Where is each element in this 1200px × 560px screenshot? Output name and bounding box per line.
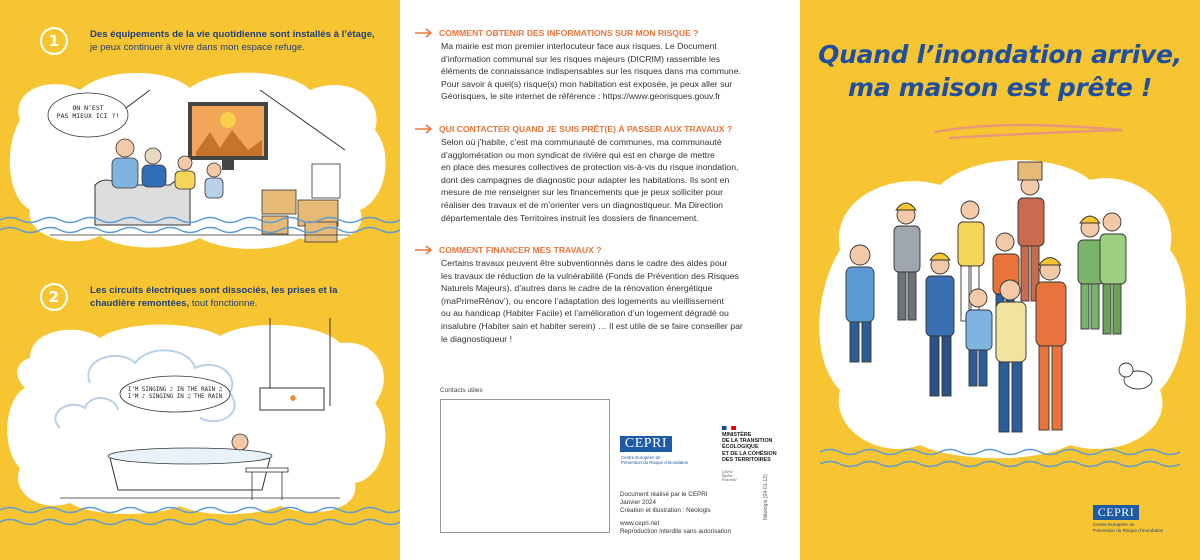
title-underline-decoration xyxy=(930,118,1130,142)
step-1-rest: je peux continuer à vivre dans mon espace refuge. xyxy=(90,42,305,53)
ministry-name: MINISTÈRE DE LA TRANSITION ÉCOLOGIQUE ET DE LA COHÉSION DES TERRITOIRES xyxy=(722,432,777,463)
speech-bubble-2: I’M SINGING ♪ IN THE RAIN ♫ I’M ♪ SINGING IN ♫ THE RAIN xyxy=(127,387,223,400)
section-financing xyxy=(414,245,786,345)
website-credits: www.cepri.net Reproduction interdite sans autorisation xyxy=(620,520,731,535)
marianne-flag-icon xyxy=(722,426,736,430)
left-panel xyxy=(0,0,400,560)
step-1-text xyxy=(90,28,380,54)
cepri-logo: CEPRI xyxy=(620,436,672,452)
cepri-subtitle-back: Centre Européen de Prévention du Risque d’Inondation xyxy=(1093,522,1164,533)
section-contact xyxy=(414,124,786,224)
republic-motto: Liberté Égalité Fraternité xyxy=(722,470,737,483)
arrow-right-icon xyxy=(414,124,434,134)
wave-decoration-2 xyxy=(0,504,400,534)
bathroom-illustration xyxy=(0,318,400,518)
cepri-logo-back: CEPRI xyxy=(1093,505,1139,520)
section-information-body: Ma mairie est mon premier interlocuteur face aux risques. Le Document d’information communal sur les risques majeurs (DICRIM) rassemble les éléments de connaissance indispensables sur les risques dans ma commune. Pour savoir à quel(s) risque(s) mon habitation est exposée, je peux aller sur Géorisques, le site internet de référence : https://www.georisques.gouv.fr xyxy=(441,41,741,102)
arrow-right-icon xyxy=(414,245,434,255)
speech-bubble-1: ON N’EST PAS MIEUX ICI ?! xyxy=(56,104,120,120)
document-credits: Document réalisé par le CEPRI Janvier 2024 Création et illustration : Néologis xyxy=(620,491,711,514)
step-2-number: 2 xyxy=(40,283,68,311)
contacts-box[interactable] xyxy=(440,399,610,533)
arrow-right-icon xyxy=(414,28,434,38)
section-financing-title: COMMENT FINANCER MES TRAVAUX ? xyxy=(414,245,786,255)
section-contact-title: QUI CONTACTER QUAND JE SUIS PRÊT(E) À PASSER AUX TRAVAUX ? xyxy=(414,124,786,134)
section-financing-body: Certains travaux peuvent être subventionnés dans le cadre des aides pour les travaux de réduction de la vulnérabilité (Fonds de Prévention des Risques Naturels Majeurs), d’autres dans le cadre de la rénovation énergétique (maPrimeRénov’), ou encore l’adaptation des logements au vieillissement ou au handicap (Habiter Facile) et l’amélioration d’un logement dégradé ou insalubre (Habiter sain et habiter serein) … Il est utile de se faire conseiller par le diagnostiqueur ! xyxy=(441,258,743,344)
contacts-label: Contacts utiles xyxy=(440,387,483,394)
step-2-text xyxy=(90,284,380,310)
section-information xyxy=(414,28,786,103)
step-2-bold: Les circuits électriques sont dissociés, les prises et la chaudière remontées, xyxy=(90,285,338,309)
step-1-bold: Des équipements de la vie quotidienne sont installés à l’étage, xyxy=(90,29,375,40)
cepri-subtitle: Centre Européen de Prévention du Risque d’Inondation xyxy=(621,455,689,466)
step-2-rest: tout fonctionne. xyxy=(189,298,258,309)
workers-illustration xyxy=(800,130,1200,470)
section-contact-body: Selon où j’habite, c’est ma communauté de communes, ma communauté d’agglomération ou mon syndicat de rivière qui est en charge de mettre en place des mesures collectives de protection vis-à-vis du risque inondation, dont des campagnes de diagnostic pour adapter les habitations. Ils sont en mesure de me renseigner sur les financements que je peux solliciter pour réaliser des travaux et de m’orienter vers un diagnostiqueur. Ma Direction départementale des Territoires instruit les dossiers de financement. xyxy=(441,137,739,223)
page-title: Quand l’inondation arrive, ma maison est prête ! xyxy=(818,40,1182,102)
wave-decoration-1 xyxy=(0,214,400,236)
step-1-number: 1 xyxy=(40,27,68,55)
document-reference: Néologis (24-01-12) xyxy=(763,474,769,520)
wave-decoration-3 xyxy=(800,446,1200,476)
section-information-title: COMMENT OBTENIR DES INFORMATIONS SUR MON RISQUE ? xyxy=(414,28,786,38)
